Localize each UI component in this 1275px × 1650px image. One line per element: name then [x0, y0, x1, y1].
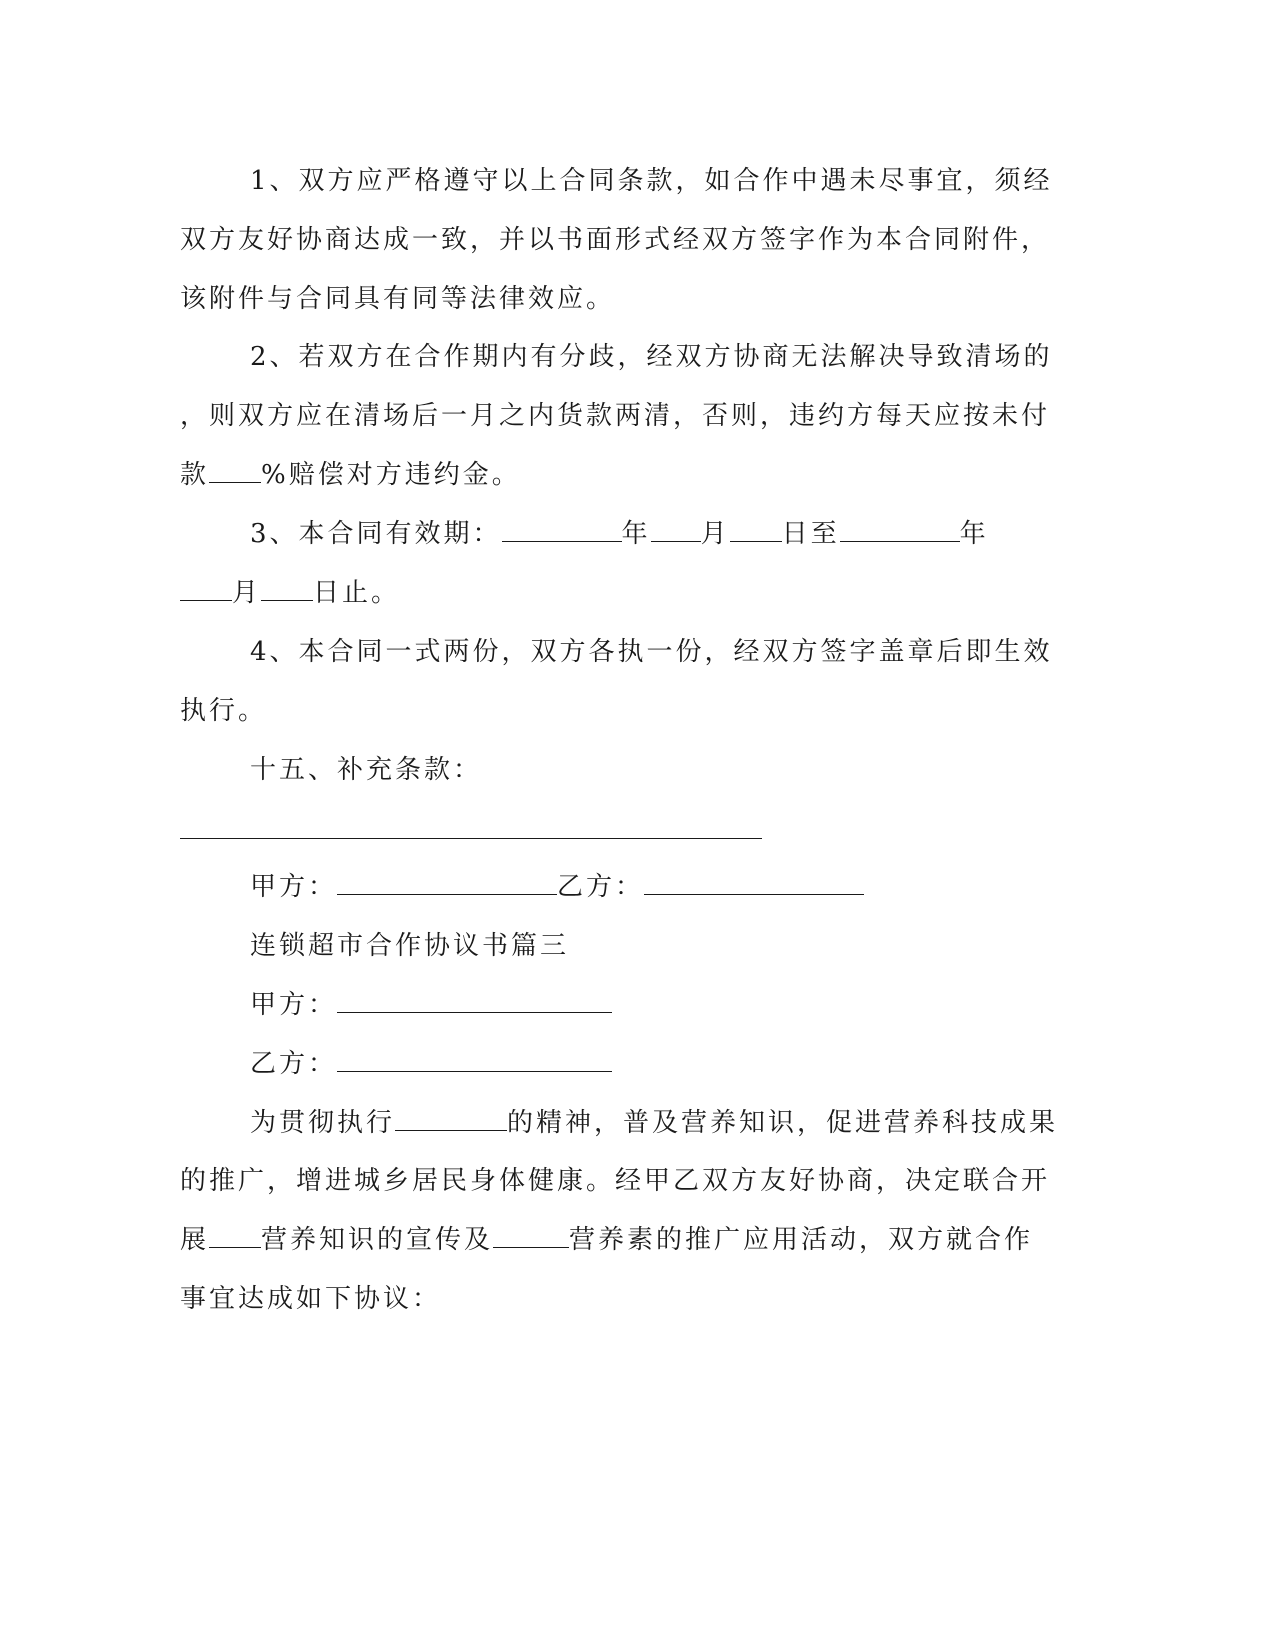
end-month-blank	[180, 578, 232, 601]
clause-2-line-3	[180, 460, 521, 490]
nutrition-topic-blank	[209, 1225, 261, 1248]
start-day-blank	[730, 519, 782, 542]
part-3-party-a-blank	[337, 990, 612, 1013]
clause-1-line-1: 1、双方应严格遵守以上合同条款，如合作中遇未尽事宜，须经	[250, 166, 1053, 196]
nutrient-name-blank	[493, 1225, 569, 1248]
month-label: 月	[700, 519, 730, 549]
part-3-para-line-2: 的推广，增进城乡居民身体健康。经甲乙双方友好协商，决定联合开	[180, 1166, 1051, 1196]
party-a-sign-label: 甲方：	[250, 872, 338, 902]
party-b-sign-label: 乙方：	[557, 872, 645, 902]
part-3-party-a-label: 甲方：	[250, 990, 338, 1020]
end-year-blank	[840, 519, 960, 542]
start-year-blank	[502, 519, 622, 542]
part-3-text-1a: 为贯彻执行	[250, 1108, 396, 1138]
clause-2-line-2: ，则双方应在清场后一月之内货款两清，否则，违约方每天应按未付	[180, 401, 1051, 431]
clause-3-line-2	[180, 578, 400, 608]
part-3-para-line-1	[250, 1108, 1058, 1138]
part-3-para-line-3	[180, 1225, 1033, 1255]
clause-1-line-3: 该附件与合同具有同等法律效应。	[180, 284, 616, 314]
month-label-2: 月	[232, 578, 262, 608]
part-3-party-b-label: 乙方：	[250, 1049, 338, 1079]
part-3-party-a-line	[250, 990, 612, 1020]
part-3-text-3a: 展	[180, 1225, 210, 1255]
part-3-party-b-line	[250, 1049, 612, 1079]
part-3-title: 连锁超市合作协议书篇三	[250, 931, 570, 961]
day-end-label: 日止。	[313, 578, 401, 608]
policy-blank	[395, 1108, 507, 1131]
signature-line	[250, 872, 864, 902]
clause-2-line-1: 2、若双方在合作期内有分歧，经双方协商无法解决导致清场的	[250, 342, 1053, 372]
clause-3-line-1	[250, 519, 989, 549]
supplementary-terms-heading: 十五、补充条款：	[250, 755, 483, 785]
clause-1-line-2: 双方友好协商达成一致，并以书面形式经双方签字作为本合同附件，	[180, 225, 1051, 255]
supplementary-terms-blank	[180, 838, 762, 839]
part-3-text-3c: 营养素的推广应用活动，双方就合作	[569, 1225, 1034, 1255]
day-to-label: 日至	[781, 519, 840, 549]
clause-2-text-b: %赔偿对方违约金。	[261, 460, 521, 490]
year-label-2: 年	[959, 519, 989, 549]
party-a-sign-blank	[337, 872, 557, 895]
year-label: 年	[621, 519, 651, 549]
clause-2-text-a: 款	[180, 460, 210, 490]
part-3-text-3b: 营养知识的宣传及	[261, 1225, 494, 1255]
part-3-text-1b: 的精神，普及营养知识，促进营养科技成果	[507, 1108, 1059, 1138]
start-month-blank	[651, 519, 701, 542]
party-b-sign-blank	[644, 872, 864, 895]
penalty-percent-blank	[209, 460, 261, 483]
end-day-blank	[261, 578, 313, 601]
part-3-para-line-4: 事宜达成如下协议：	[180, 1284, 442, 1314]
validity-label: 3、本合同有效期：	[250, 519, 502, 549]
clause-4-line-1: 4、本合同一式两份，双方各执一份，经双方签字盖章后即生效	[250, 637, 1053, 667]
part-3-party-b-blank	[337, 1049, 612, 1072]
clause-4-line-2: 执行。	[180, 696, 268, 726]
